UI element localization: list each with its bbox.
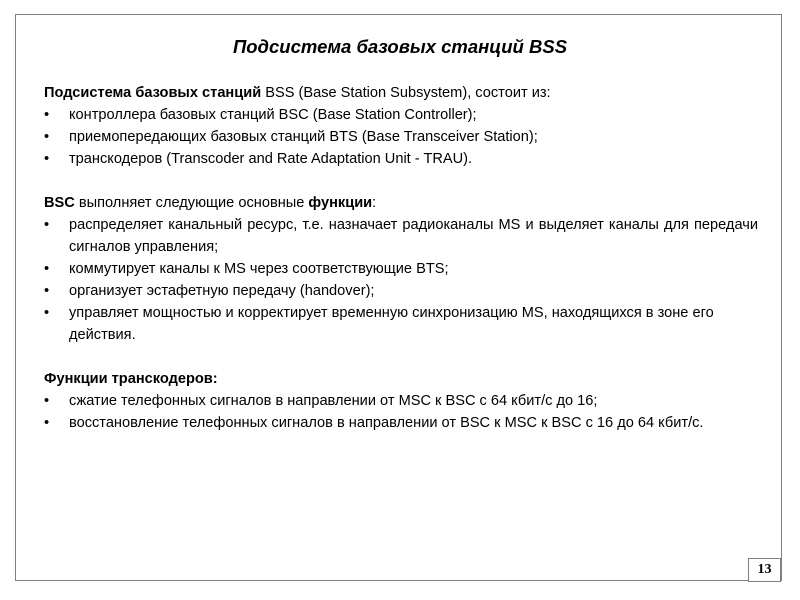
list-item-text: коммутирует каналы к MS через соответствующие BTS; (69, 261, 449, 277)
bullet-icon: • (44, 393, 50, 409)
transcoder-heading: Функции транскодеров: (44, 371, 218, 387)
list-item (44, 412, 758, 434)
list-item (44, 258, 758, 280)
transcoder-list (44, 390, 758, 434)
list-item (44, 148, 758, 170)
bsc-mid: выполняет следующие основные (74, 195, 309, 211)
spacer (44, 346, 758, 368)
list-item-text: приемопередающих базовых станций BTS (Base Transceiver Station); (69, 129, 538, 145)
list-item (44, 390, 758, 412)
slide-title: Подсистема базовых станций BSS (232, 36, 568, 57)
list-item-text: распределяет канальный ресурс, т.е. назначает радиоканалы MS и выделяет каналы для передачи сигналов управления; (69, 217, 758, 255)
intro-paragraph (44, 82, 758, 104)
list-item-text: транскодеров (Transcoder and Rate Adaptation Unit - TRAU). (69, 151, 473, 167)
bsc-list (44, 214, 758, 346)
list-item (44, 214, 758, 258)
intro-rest: BSS (Base Station Subsystem), состоит из: (261, 85, 551, 101)
bsc-functions-bold: функции (308, 195, 373, 211)
bullet-icon: • (44, 261, 50, 277)
list-item (44, 280, 758, 302)
list-item (44, 126, 758, 148)
list-item-text: сжатие телефонных сигналов в направлении от MSC к BSC с 64 кбит/с до 16; (69, 393, 598, 409)
spacer (44, 170, 758, 192)
bullet-icon: • (44, 129, 50, 145)
list-item-text: организует эстафетную передачу (handover); (69, 283, 375, 299)
bullet-icon: • (44, 107, 50, 123)
intro-bold: Подсистема базовых станций (44, 85, 262, 101)
list-item (44, 104, 758, 126)
transcoder-heading-paragraph (44, 368, 758, 390)
page-number: 13 (748, 558, 781, 582)
list-item-text: контроллера базовых станций BSC (Base Station Controller); (69, 107, 477, 123)
bullet-icon: • (44, 283, 50, 299)
bullet-icon: • (44, 217, 50, 233)
bsc-paragraph (44, 192, 758, 214)
list-item-text: управляет мощностью и корректирует временную синхронизацию MS, находящихся в зоне его действия. (69, 305, 714, 343)
bullet-icon: • (44, 305, 50, 321)
bullet-icon: • (44, 415, 50, 431)
bsc-bold: BSC (44, 195, 75, 211)
list-item-text: восстановление телефонных сигналов в направлении от BSC к MSC к BSC с 16 до 64 кбит/с. (69, 415, 704, 431)
intro-list (44, 104, 758, 170)
bsc-end: : (372, 195, 377, 211)
bullet-icon: • (44, 151, 50, 167)
slide-content (44, 82, 758, 434)
list-item (44, 302, 758, 346)
